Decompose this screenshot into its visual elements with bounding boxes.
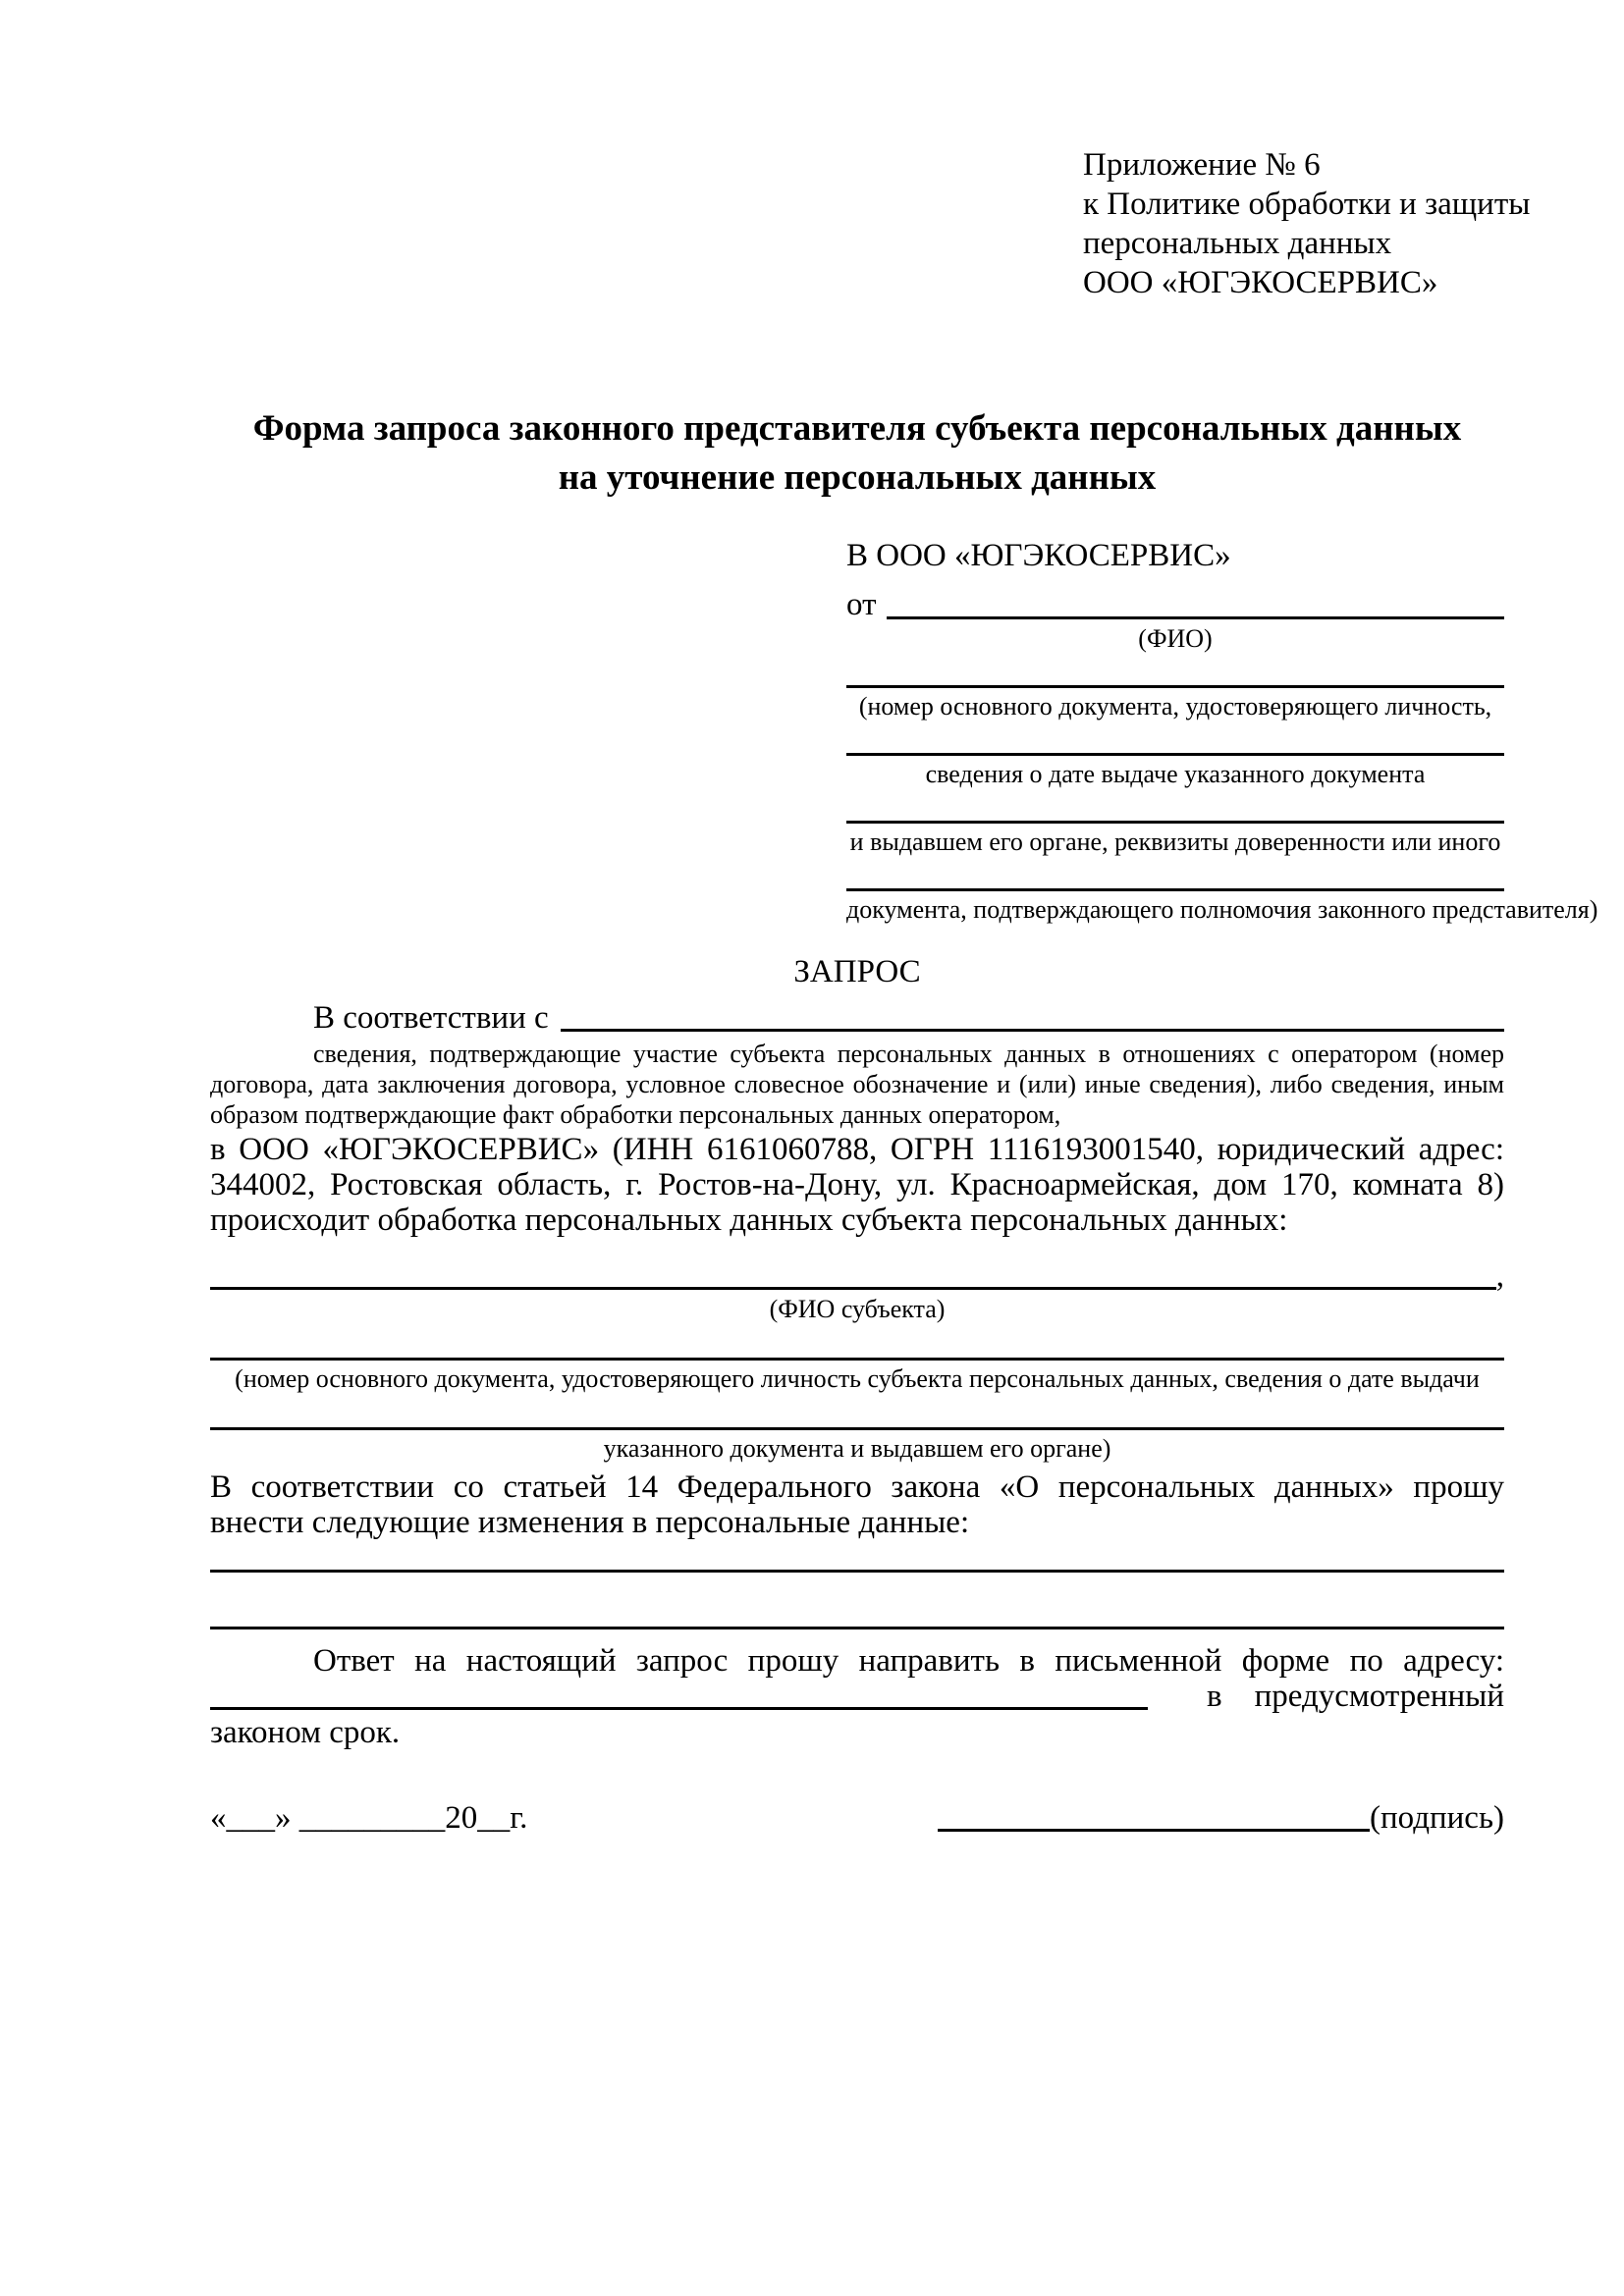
accordance-label: В соответствии с (313, 1000, 549, 1036)
subject-document-field (210, 1332, 1504, 1394)
blank-fill-line (846, 797, 1504, 824)
reply-word-v: в (1207, 1679, 1222, 1714)
reply-paragraph-line-3: законом срок. (210, 1715, 401, 1750)
blank-fill-line (210, 1402, 1504, 1430)
trailing-comma: , (1495, 1258, 1504, 1294)
from-label: от (846, 587, 877, 622)
subject-document-field-2 (210, 1402, 1504, 1464)
field-caption: документа, подтверждающего полномочия законного представителя) (846, 895, 1598, 924)
field-caption: указанного документа и выдавшем его органе) (603, 1434, 1111, 1463)
appendix-line: к Политике обработки и защиты (1083, 187, 1531, 222)
field-caption: (номер основного документа, удостоверяющего личность субъекта персональных данных, сведения о дате выдачи (235, 1364, 1480, 1393)
appendix-line: ООО «ЮГЭКОСЕРВИС» (1083, 265, 1438, 300)
title-line-2: на уточнение персональных данных (558, 457, 1157, 498)
law-paragraph-line-2: внести следующие изменения в персональные данные: (210, 1505, 970, 1540)
blank-fill-line (846, 865, 1504, 891)
signature-fill-line (938, 1829, 1370, 1832)
from-field (846, 577, 1504, 624)
title-line-1: Форма запроса законного представителя субъекта персональных данных (252, 408, 1462, 449)
document-number-field (846, 662, 1504, 721)
addressee-block (846, 534, 1598, 925)
blank-fill-line (210, 1707, 1148, 1710)
date-signature-row (210, 1797, 1504, 1837)
issuing-authority-field (846, 797, 1504, 857)
operator-paragraph: в ООО «ЮГЭКОСЕРВИС» (ИНН 6161060788, ОГРН 1116193001540, юридический адрес: 344002, Ростовская область, г. Ростов-на-Дону, ул. Красноармейская, дом 170, комната 8) происходит обработка персональных данных субъекта персональных данных: (210, 1132, 1504, 1238)
document-title (210, 404, 1504, 503)
request-heading: ЗАПРОС (793, 954, 921, 989)
accordance-field (210, 995, 1504, 1037)
signature-field (938, 1800, 1504, 1837)
field-caption: (номер основного документа, удостоверяющего личность, (858, 692, 1492, 721)
blank-fill-line (561, 1029, 1504, 1032)
authority-document-field (846, 865, 1598, 925)
issue-date-field (846, 729, 1504, 789)
blank-fill-line (210, 1287, 1496, 1290)
appendix-block (1083, 145, 1531, 302)
subject-fio-field (210, 1259, 1504, 1295)
date-field: «___» _________20__г. (210, 1800, 528, 1836)
field-caption: и выдавшем его органе, реквизиты доверенности или иного (849, 828, 1501, 856)
document-content (210, 145, 1598, 1837)
changes-blank-line-1 (210, 1540, 1504, 1573)
appendix-line: Приложение № 6 (1083, 147, 1321, 183)
reply-address-field (210, 1679, 1504, 1715)
field-caption: сведения о дате выдаче указанного документа (925, 760, 1426, 788)
accordance-note: сведения, подтверждающие участие субъекта персональных данных в отношениях с оператором (номер договора, дата заключения договора, условное словесное обозначение и (или) иные сведения), либо сведения, иным образом подтверждающие факт обработки персональных данных оператором, (210, 1040, 1504, 1129)
fio-caption: (ФИО) (1138, 624, 1213, 653)
addressee-organization: В ООО «ЮГЭКОСЕРВИС» (846, 538, 1231, 573)
changes-blank-line-2 (210, 1573, 1504, 1629)
law-paragraph-line-1: В соответствии со статьей 14 Федерального закона «О персональных данных» прошу (210, 1469, 1504, 1505)
reply-paragraph-line-1: Ответ на настоящий запрос прошу направить в письменной форме по адресу: (313, 1643, 1504, 1679)
blank-fill-line (210, 1332, 1504, 1361)
signature-caption: (подпись) (1370, 1800, 1504, 1836)
blank-fill-line (846, 729, 1504, 756)
blank-fill-line (846, 662, 1504, 688)
from-fill-line (887, 616, 1505, 619)
subject-fio-caption: (ФИО субъекта) (769, 1295, 946, 1323)
appendix-line: персональных данных (1083, 226, 1392, 261)
reply-word-term: предусмотренный (1254, 1679, 1504, 1714)
